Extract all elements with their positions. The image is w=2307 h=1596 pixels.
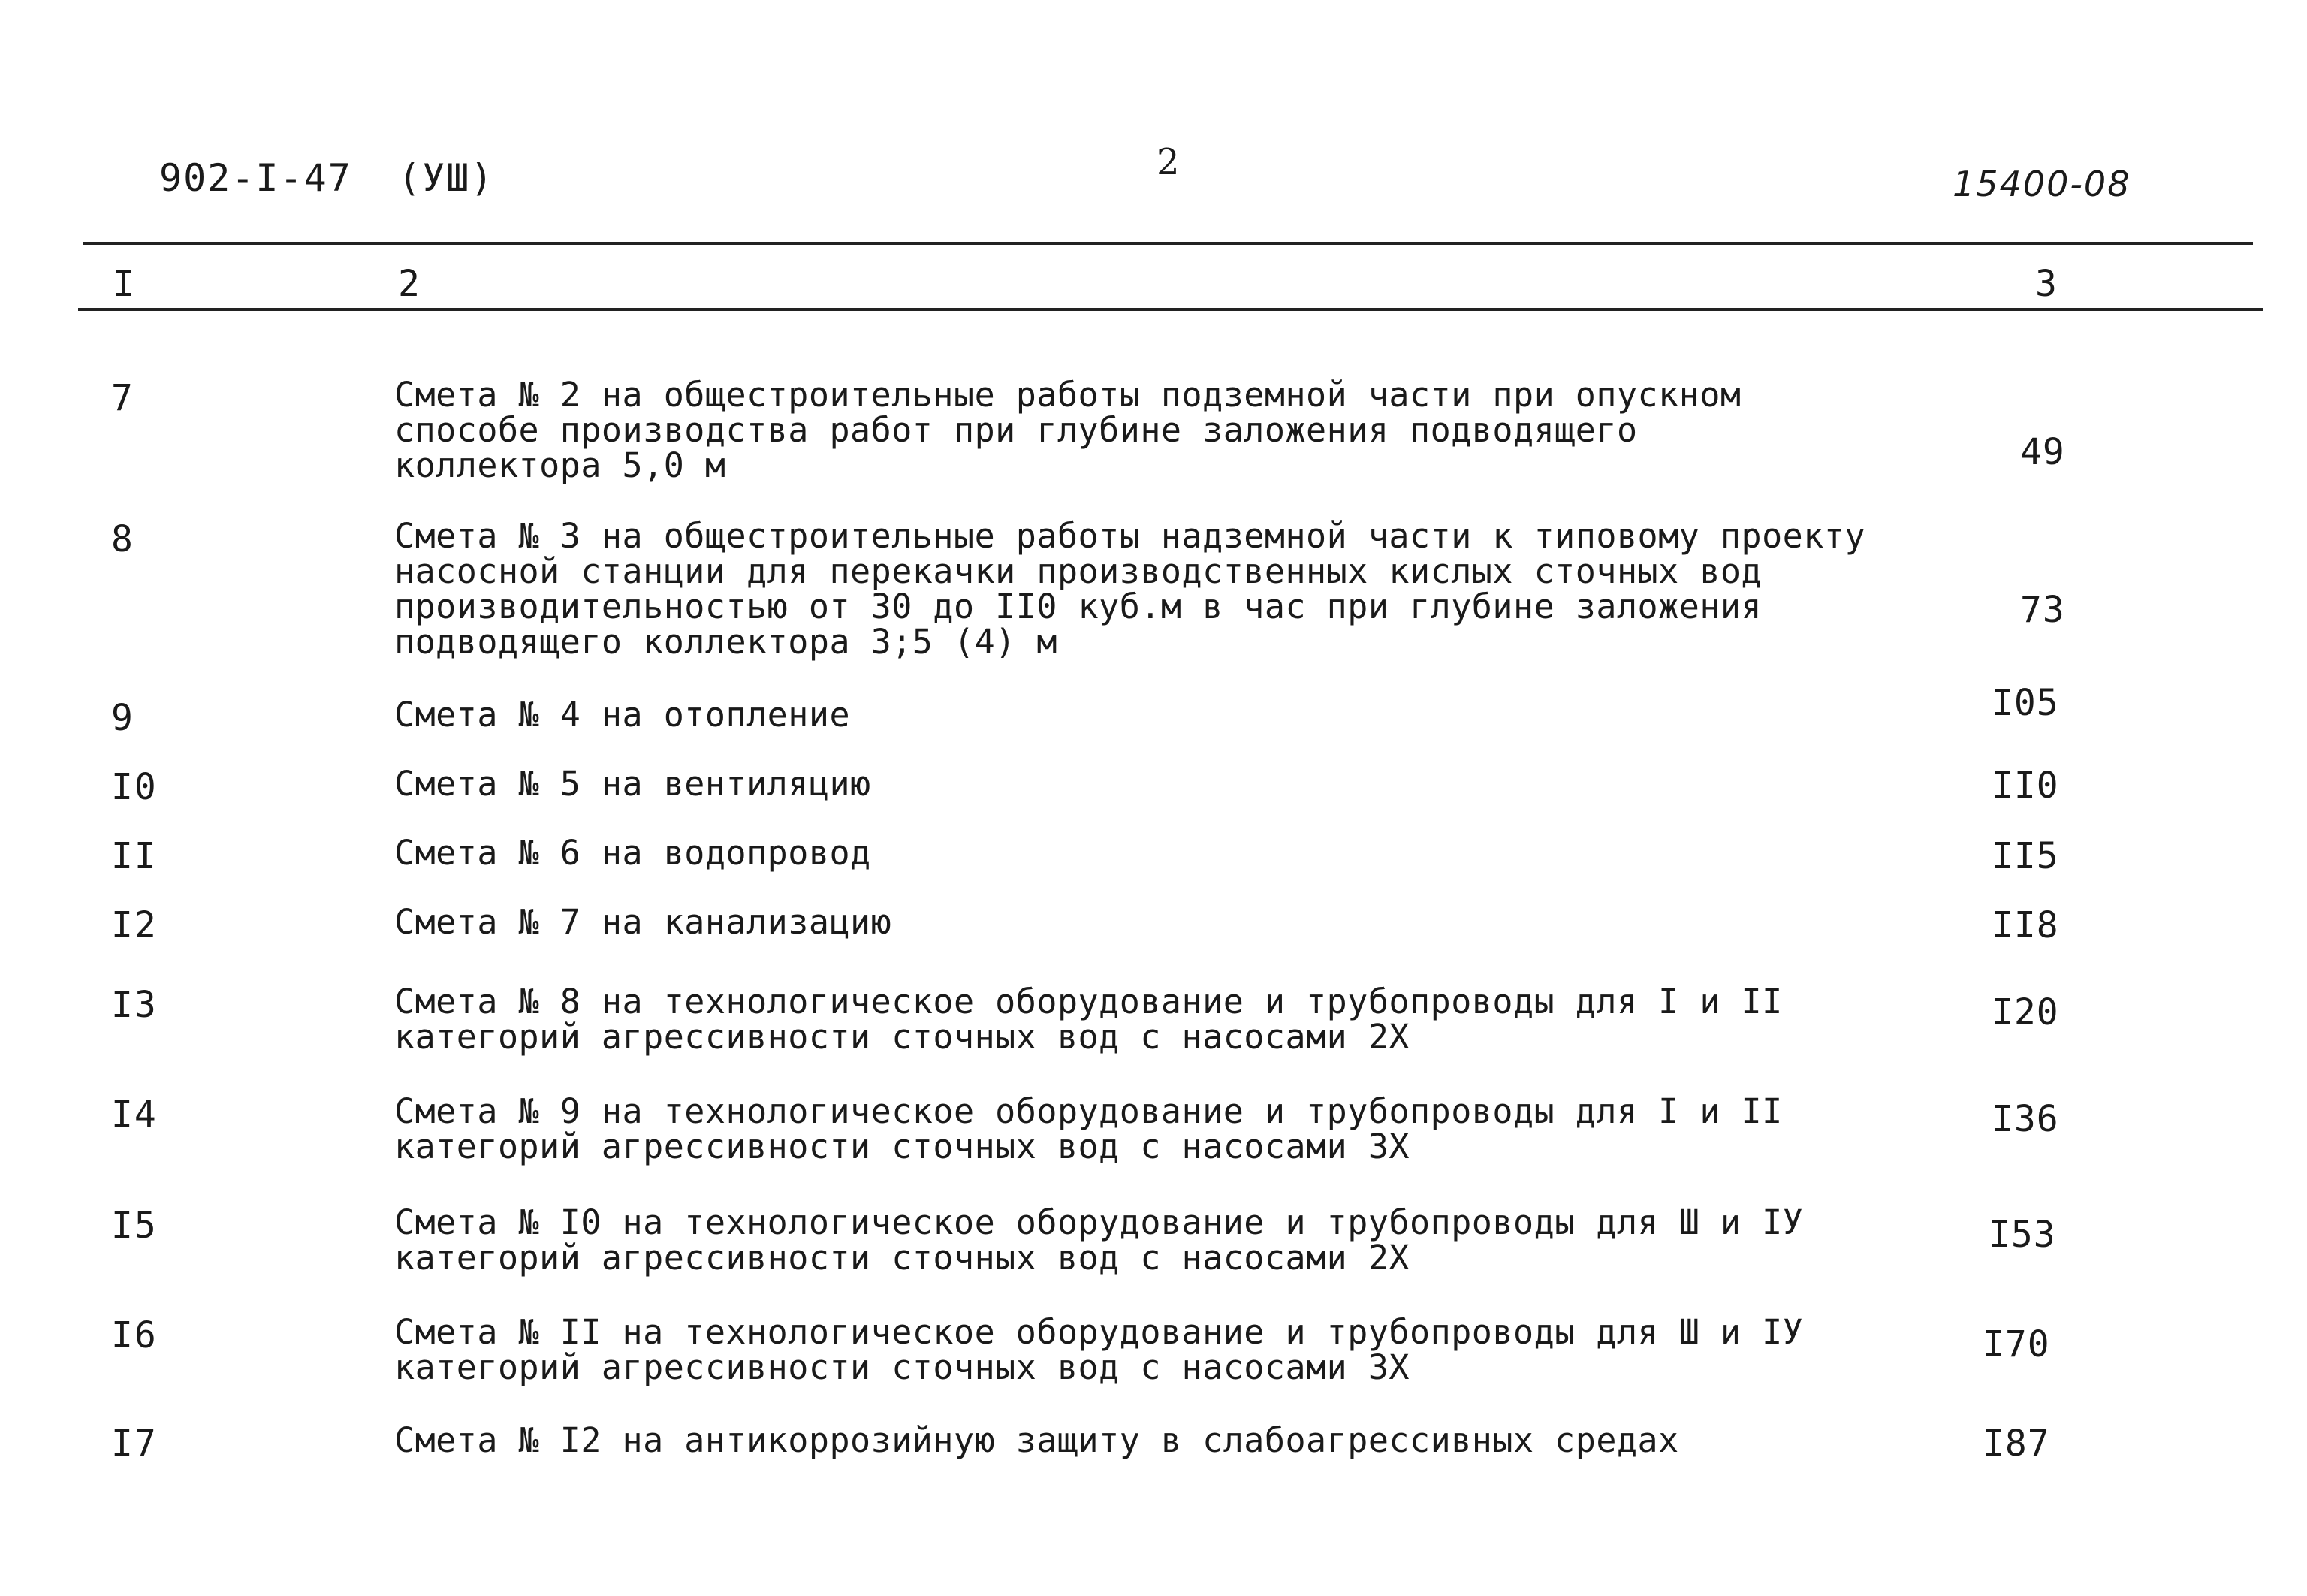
row-description: Смета № I2 на антикоррозийную защиту в слабоагрессивных средах	[394, 1420, 1679, 1460]
row-page: I05	[1992, 682, 2059, 724]
table-top-rule	[83, 242, 2253, 245]
row-number: 9	[111, 697, 134, 739]
row-number: II	[111, 835, 158, 877]
row-number: I4	[111, 1094, 158, 1136]
row-description: Смета № 7 на канализацию	[394, 902, 892, 942]
column-header-2: 2	[398, 263, 420, 305]
row-page: I87	[1983, 1423, 2050, 1465]
project-code: 902-I-47	[159, 156, 352, 200]
row-description: Смета № II на технологическое оборудование и трубопроводы для Ш и IУ категорий агрессивности сточных вод с насосами 3Х	[394, 1312, 1804, 1387]
page-number: 2	[1157, 141, 1180, 183]
row-description: Смета № 4 на отопление	[394, 695, 851, 735]
row-description: Смета № I0 на технологическое оборудование и трубопроводы для Ш и IУ категорий агрессивности сточных вод с насосами 2Х	[394, 1202, 1804, 1278]
row-number: I5	[111, 1205, 158, 1247]
row-description: Смета № 2 на общестроительные работы подземной части при опускном способе производства работ при глубине заложения подводящего коллектора 5,0 м	[394, 375, 1742, 485]
row-number: 8	[111, 518, 134, 560]
row-page: 49	[2020, 431, 2065, 473]
row-description: Смета № 8 на технологическое оборудование и трубопроводы для I и II категорий агрессивности сточных вод с насосами 2Х	[394, 982, 1783, 1057]
column-header-3: 3	[2035, 263, 2057, 305]
column-header-1: I	[113, 263, 134, 305]
row-page: II0	[1992, 765, 2059, 807]
row-description: Смета № 9 на технологическое оборудование и трубопроводы для I и II категорий агрессивности сточных вод с насосами 3Х	[394, 1091, 1783, 1166]
row-page: I36	[1992, 1098, 2059, 1140]
row-number: I6	[111, 1314, 158, 1356]
row-page: I70	[1983, 1323, 2050, 1365]
row-number: I3	[111, 984, 158, 1026]
row-description: Смета № 5 на вентиляцию	[394, 764, 871, 804]
row-number: 7	[111, 377, 134, 419]
row-number: I2	[111, 904, 158, 946]
row-page: II8	[1992, 904, 2059, 946]
row-number: I0	[111, 766, 158, 808]
row-page: II5	[1992, 835, 2059, 877]
document-reference: 15400-08	[1953, 164, 2131, 204]
row-page: I20	[1992, 991, 2059, 1033]
table-header-rule	[78, 308, 2263, 311]
row-description: Смета № 3 на общестроительные работы надземной части к типовому проекту насосной станции для перекачки производственных кислых сточных вод производительностью от 30 до II0 куб.м в час при глубине заложения подводящего коллектора 3;5 (4) м	[394, 516, 1866, 662]
row-page: I53	[1989, 1214, 2056, 1256]
row-description: Смета № 6 на водопровод	[394, 833, 871, 873]
row-page: 73	[2020, 589, 2065, 631]
project-mark: (УШ)	[398, 156, 495, 200]
row-number: I7	[111, 1423, 158, 1465]
